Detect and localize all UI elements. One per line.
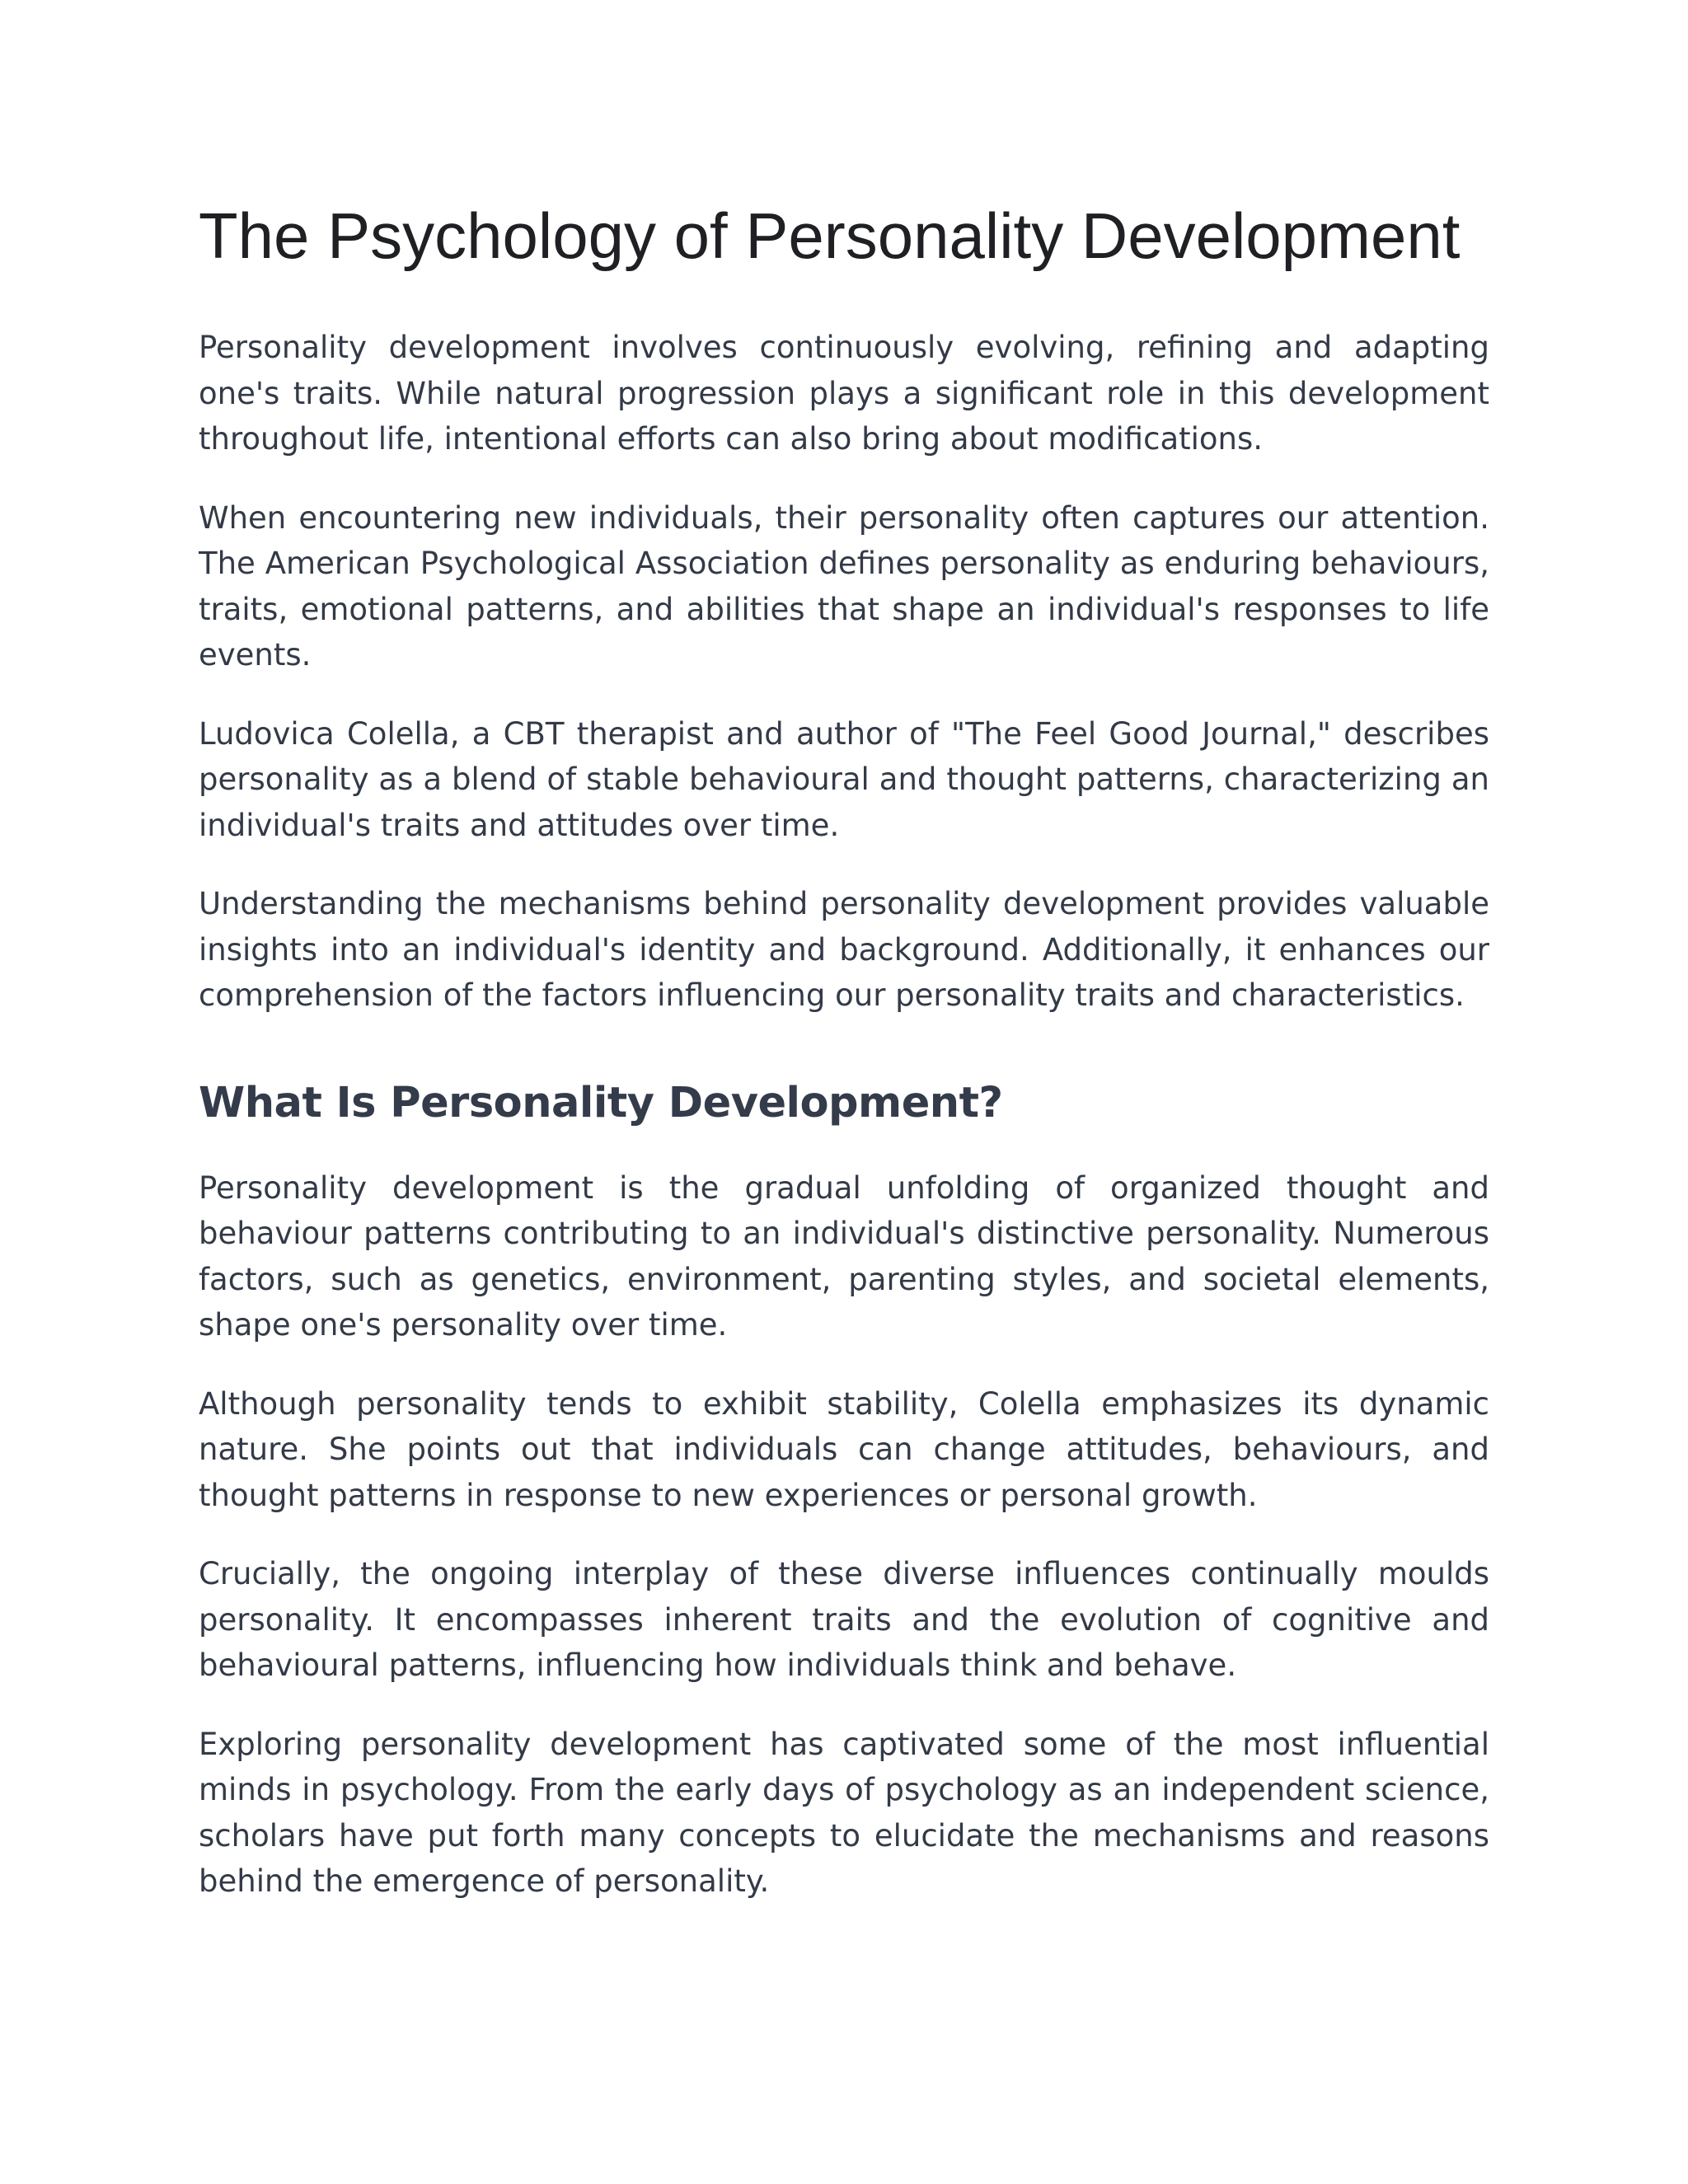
section-paragraph-2: Although personality tends to exhibit stability, Colella emphasizes its dynamic nature. She points out that individuals can change attitudes, behaviours, and thought patterns in response to new experiences or personal growth. (199, 1385, 1489, 1513)
section-paragraph-1: Personality development is the gradual unfolding of organized thought and behaviour patterns contributing to an individual's distinctive personality. Numerous factors, such as genetics, environment, parenting styles, and societal elements, shape one's personality over time. (199, 1169, 1489, 1343)
section-heading: What Is Personality Development? (199, 1078, 1003, 1127)
intro-paragraph-1: Personality development involves continuously evolving, refining and adapting one's traits. While natural progression plays a significant role in this development throughout life, intentional efforts can also bring about modifications. (199, 330, 1489, 457)
intro-paragraph-3: Ludovica Colella, a CBT therapist and author of "The Feel Good Journal," describes personality as a blend of stable behavioural and thought patterns, characterizing an individual's traits and attitudes over time. (199, 715, 1489, 843)
section-paragraph-4: Exploring personality development has captivated some of the most influential minds in psychology. From the early days of psychology as an independent science, scholars have put forth many concepts to elucidate the mechanisms and reasons behind the emergence of personality. (199, 1726, 1489, 1899)
section-paragraph-3: Crucially, the ongoing interplay of these diverse influences continually moulds personality. It encompasses inherent traits and the evolution of cognitive and behavioural patterns, influencing how individuals think and behave. (199, 1556, 1489, 1683)
document-content (199, 194, 1489, 1938)
page-title: The Psychology of Personality Development (199, 199, 1461, 272)
intro-paragraph-2: When encountering new individuals, their personality often captures our attention. The American Psychological Association defines personality as enduring behaviours, traits, emotional patterns, and abilities that shape an individual's responses to life events. (199, 499, 1489, 673)
intro-paragraph-4: Understanding the mechanisms behind personality development provides valuable insights into an individual's identity and background. Additionally, it enhances our comprehension of the factors influencing our personality traits and characteristics. (199, 886, 1489, 1013)
